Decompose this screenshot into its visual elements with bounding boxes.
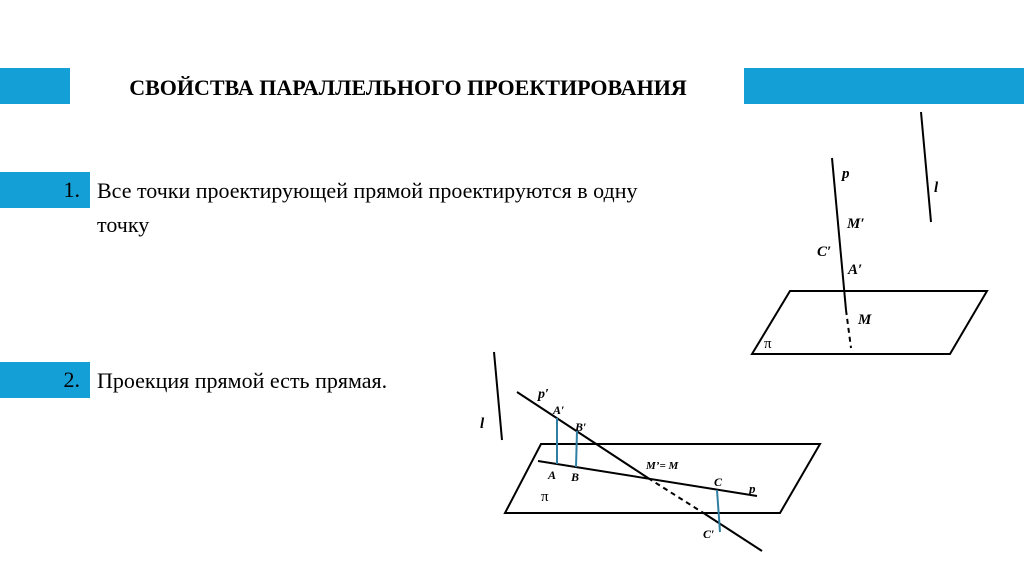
label-b-prime-2: B′ xyxy=(575,420,587,434)
label-a-2: A xyxy=(548,468,557,482)
label-l-1: l xyxy=(934,180,939,196)
label-p-2: p xyxy=(749,481,756,496)
figure-1 xyxy=(752,112,987,354)
item-1-number: 1. xyxy=(0,172,90,208)
item-2-line1: Проекция прямой есть прямая. xyxy=(97,368,388,393)
label-l-2: l xyxy=(480,416,485,432)
label-m-1: M xyxy=(858,312,872,328)
label-a-prime-1: A′ xyxy=(848,262,863,278)
segment-c-c-prime xyxy=(717,490,720,532)
label-p-prime-2: p′ xyxy=(538,387,549,402)
line-p-1-hidden xyxy=(846,310,851,348)
item-1-line1: Все точки проектирующей прямой проектируются в одну xyxy=(97,178,638,203)
page-title: СВОЙСТВА ПАРАЛЛЕЛЬНОГО ПРОЕКТИРОВАНИЯ xyxy=(129,75,687,100)
label-m-prime-1: M′ xyxy=(847,216,865,232)
label-c-prime-1: C′ xyxy=(817,244,832,260)
label-m-m-2: M’= M xyxy=(646,460,679,472)
segment-b-b-prime xyxy=(576,431,577,467)
label-c-2: C xyxy=(714,475,723,489)
item-1-line2: точку xyxy=(97,212,150,237)
line-l-1 xyxy=(921,112,931,222)
label-pi-1: π xyxy=(764,336,772,352)
label-c-prime-2: C′ xyxy=(703,527,715,541)
label-p-1: p xyxy=(842,166,850,182)
label-pi-2: π xyxy=(541,489,549,505)
line-l-2 xyxy=(494,352,502,440)
label-a-prime-2: A′ xyxy=(553,403,565,417)
label-b-2: B xyxy=(571,470,580,484)
figure-2 xyxy=(480,352,820,551)
item-2-number: 2. xyxy=(0,362,90,398)
line-p-prime-2 xyxy=(517,392,648,478)
